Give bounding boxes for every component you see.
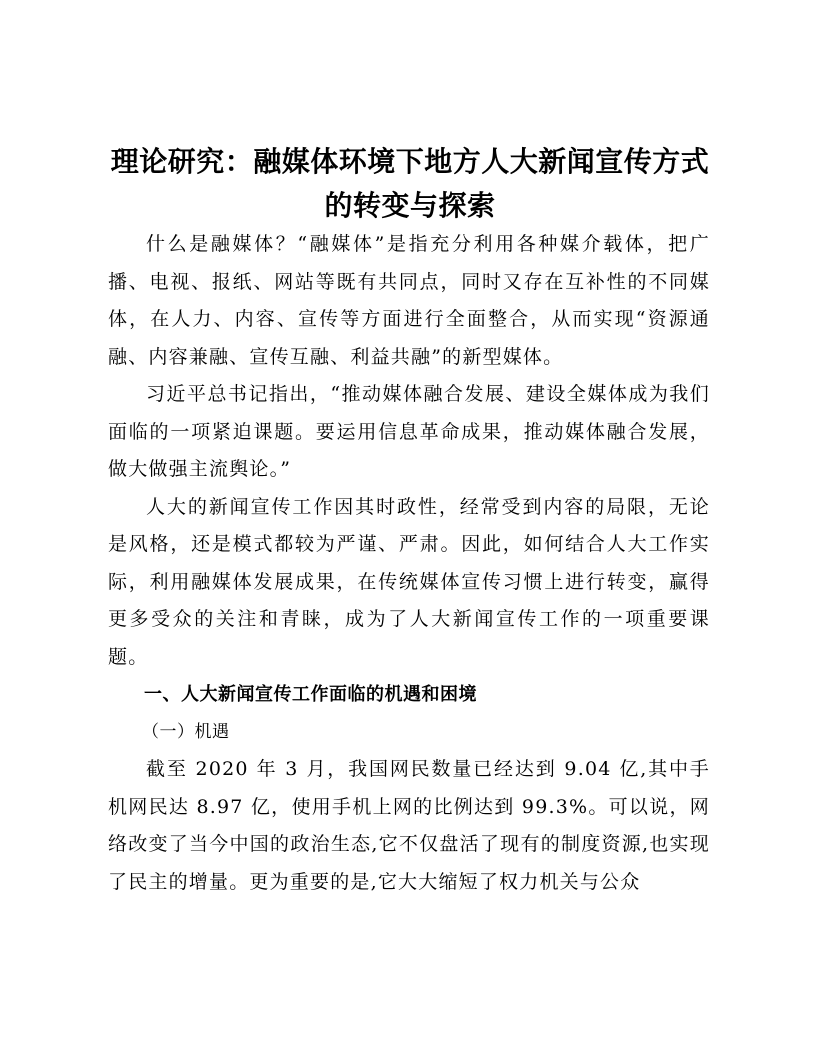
paragraph-internet-statistics: 截至 2020 年 3 月，我国网民数量已经达到 9.04 亿,其中手机网民达 8.97 亿，使用手机上网的比例达到 99.3%。可以说，网络改变了当今中国的政治生态,它不仅盘活了现有的制度资源,也实现了民主的增量。更为重要的是,它大大缩短了权力机关与公众 [108, 758, 710, 893]
subsection-heading-opportunities: （一）机遇 [142, 721, 230, 742]
section-heading-opportunities-and-difficulties: 一、人大新闻宣传工作面临的机遇和困境 [144, 684, 477, 705]
paragraph-npc-news-challenge: 人大的新闻宣传工作因其时政性，经常受到内容的局限，无论是风格，还是模式都较为严谨、严肃。因此，如何结合人大工作实际，利用融媒体发展成果，在传统媒体宣传习惯上进行转变，赢得更多受众的关注和青睐，成为了人大新闻宣传工作的一项重要课题。 [108, 495, 710, 668]
paragraph-what-is-media-convergence: 什么是融媒体？“融媒体”是指充分利用各种媒介载体，把广播、电视、报纸、网站等既有共同点，同时又存在互补性的不同媒体，在人力、内容、宣传等方面进行全面整合，从而实现“资源通融、内容兼融、宣传互融、利益共融”的新型媒体。 [108, 233, 710, 368]
document-title: 理论研究：融媒体环境下地方人大新闻宣传方式的转变与探索 [110, 145, 710, 222]
paragraph-xi-quote: 习近平总书记指出，“推动媒体融合发展、建设全媒体成为我们面临的一项紧迫课题。要运用信息革命成果，推动媒体融合发展，做大做强主流舆论。” [108, 383, 710, 480]
document-body [108, 226, 710, 901]
